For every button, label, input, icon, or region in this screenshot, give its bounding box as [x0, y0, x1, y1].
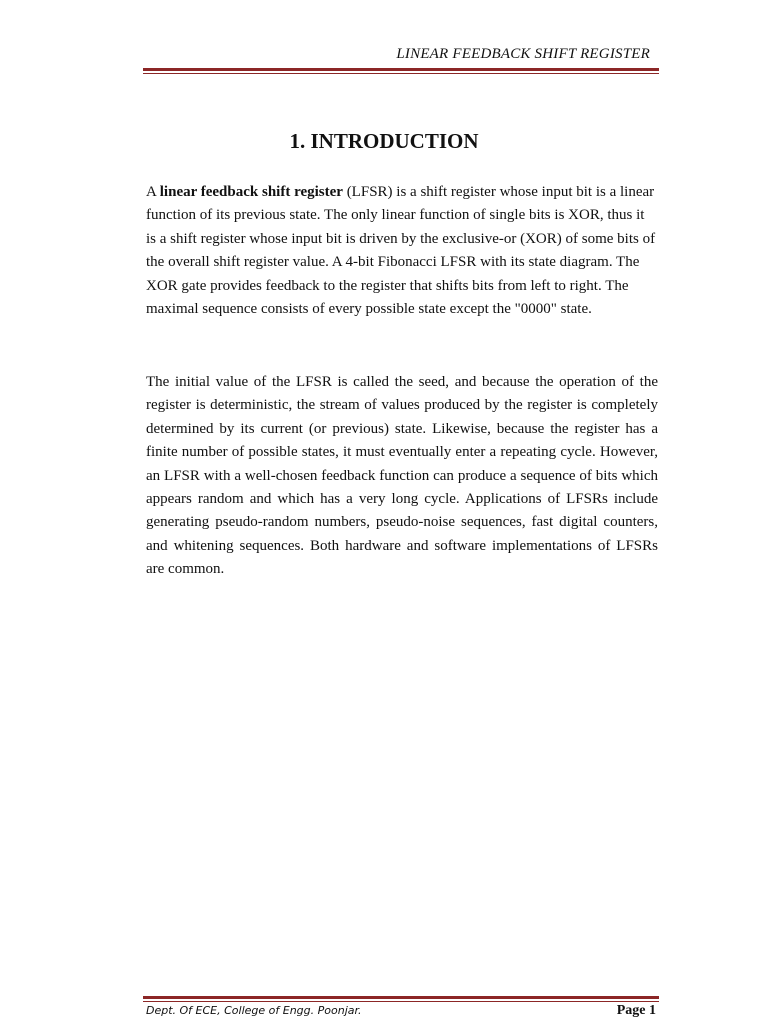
footer-department: Dept. Of ECE, College of Engg. Poonjar. — [146, 1004, 362, 1017]
footer-rule-thin — [143, 1001, 659, 1002]
paragraph-1-prefix: A — [146, 184, 160, 200]
paragraph-2: The initial value of the LFSR is called the seed, and because the operation of the register is deterministic, the stream of values produced by the register is completely determined by its current (or previous) state. Likewise, because the register has a finite number of possible states, it must eventually enter a repeating cycle. However, an LFSR with a well-chosen feedback function can produce a sequence of bits which appears random and which has a very long cycle. Applications of LFSRs include generating pseudo-random numbers, pseudo-noise sequences, fast digital counters, and whitening sequences. Both hardware and software implementations of LFSRs are common. — [146, 374, 658, 578]
paragraph-1 — [146, 181, 658, 321]
page-number: Page 1 — [616, 1003, 656, 1018]
running-header: LINEAR FEEDBACK SHIFT REGISTER — [396, 46, 650, 62]
section-heading: 1. INTRODUCTION — [289, 129, 479, 153]
term-lfsr: linear feedback shift register — [159, 184, 343, 200]
footer-rule-thick — [143, 996, 659, 999]
header-rule-thick — [143, 68, 659, 71]
paragraph-1-text: (LFSR) is a shift register whose input bit is a linear function of its previous state. The only linear function of single bits is XOR, thus it is a shift register whose input bit is driven by the exclusive-or (XOR) of some bits of the overall shift register value. A 4-bit Fibonacci LFSR with its state diagram. The XOR gate provides feedback to the register that shifts bits from left to right. The maximal sequence consists of every possible state except the "0000" state. — [146, 184, 656, 318]
header-rule-thin — [143, 73, 659, 74]
